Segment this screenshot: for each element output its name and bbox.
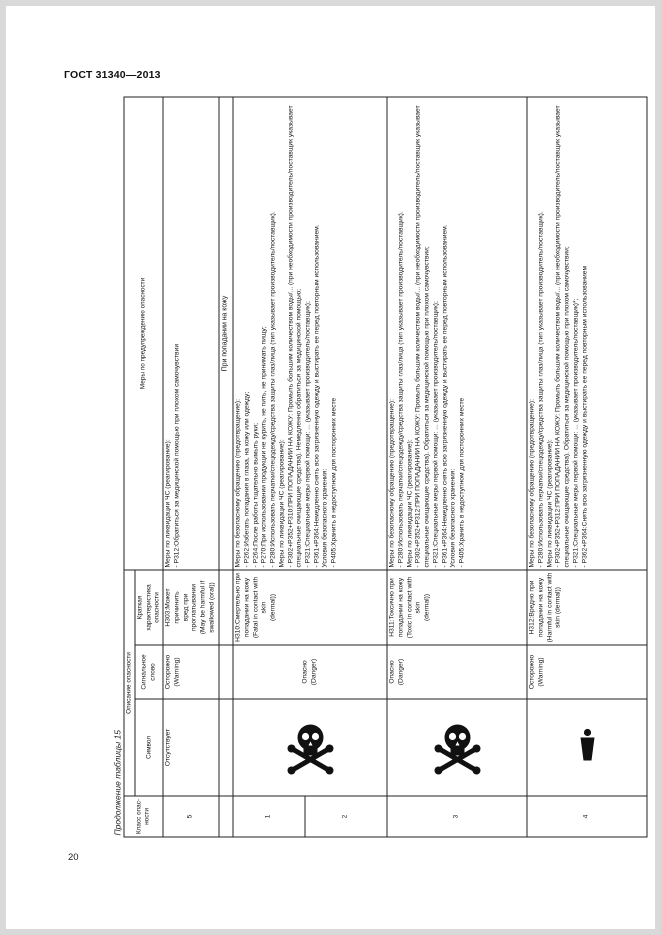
page bbox=[6, 6, 655, 929]
empty-cell bbox=[219, 569, 233, 644]
rotated-table-area bbox=[112, 97, 605, 837]
hazard-statement-cell: Н303:Может причинить вред при проглатывании (May be harmful if swallowed (oral)) bbox=[163, 569, 219, 644]
empty-cell bbox=[219, 699, 233, 796]
signal-word-cell: Опасно (Danger) bbox=[233, 645, 387, 699]
exclamation-mark-icon bbox=[572, 727, 602, 767]
skull-crossbones-icon bbox=[283, 718, 337, 776]
hazard-statement-cell: Н311:Токсично при попадании на кожу (Toxic in contact with skin (dermal)) bbox=[387, 569, 527, 644]
hazard-table bbox=[123, 96, 647, 837]
col-hazard-description: Описание опасности bbox=[124, 569, 135, 795]
class-cell: 4 bbox=[527, 796, 647, 837]
table-row-class-5 bbox=[163, 96, 219, 836]
signal-word-cell: Осторожно (Warning) bbox=[527, 645, 647, 699]
class-cell: 1 bbox=[233, 796, 305, 837]
signal-word-cell: Опасно (Danger) bbox=[387, 645, 527, 699]
table-caption: Продолжение таблицы 15 bbox=[112, 729, 122, 835]
table-row-class-1 bbox=[233, 96, 305, 836]
skull-crossbones-icon bbox=[430, 718, 484, 776]
class-cell: 5 bbox=[163, 796, 219, 837]
hazard-statement-cell: Н312:Вредно при попадании на кожу (Harmful in contact with skin (dermal)) bbox=[527, 569, 647, 644]
hazard-statement-cell: Н310:Смертельно при попадании на кожу (Fatal in contact with skin (dermal)) bbox=[233, 569, 387, 644]
skull-crossbones-icon bbox=[387, 699, 527, 796]
signal-word-cell: Осторожно (Warning) bbox=[163, 645, 219, 699]
col-hazard-statement: Краткая характеристика опасности bbox=[135, 569, 163, 644]
class-cell: 2 bbox=[305, 796, 387, 837]
subheading-row bbox=[219, 96, 233, 836]
precautions-cell: Меры по безопасному обращению (предотвращение): - Р280:Использовать перчатки/спецодежду/средства защиты глаз/лица (тип указывает производитель/поставщик). Меры по ликвидации ЧС (реагирование): - Р302+Р352+Р312:ПРИ ПОПАДАНИИ НА КОЖУ: Промыть большим количеством воды/... (при необходимости производитель/поставщик указывает специальные очищающие средства). Обратиться за медицинской помощью при плохом самочувствии; - Р321:Специальные меры первой помощи: ... (указывает производитель/поставщик); - Р361+Р364:Немедленно снять всю загрязненную одежду и выстирать ее перед повторным использованием. Условия безопасного хранения: - Р405:Хранить в недоступном для посторонних месте bbox=[387, 96, 527, 569]
col-class: Класс опасности bbox=[124, 796, 163, 837]
table-row-class-4 bbox=[527, 96, 647, 836]
col-signal-word: Сигнальное слово bbox=[135, 645, 163, 699]
oral-subheading: При попадании на кожу bbox=[219, 96, 233, 569]
header-row-1 bbox=[124, 96, 135, 836]
class-cell: 3 bbox=[387, 796, 527, 837]
exclamation-mark-icon bbox=[527, 699, 647, 796]
precautions-cell: Меры по ликвидации ЧС (реагирование): - Р312:Обратиться за медицинской помощью при плохом самочувствии bbox=[163, 96, 219, 569]
empty-cell bbox=[219, 796, 233, 837]
skull-crossbones-icon bbox=[233, 699, 387, 796]
empty-cell bbox=[219, 645, 233, 699]
col-symbol: Символ bbox=[135, 699, 163, 796]
page-number: 20 bbox=[68, 852, 79, 863]
precautions-cell: Меры по безопасному обращению (предотвращение): - Р280:Использовать перчатки/спецодежду/средства защиты глаз/лица (тип указывает производитель/поставщик). Меры по ликвидации ЧС (реагирование): - Р302+Р352+Р312:ПРИ ПОПАДАНИИ НА КОЖУ: Промыть большим количеством воды/... (при необходимости производитель/поставщик указывает специальные очищающие средства). Обратиться за медицинской помощью при плохом самочувствии; - Р321:Специальные меры первой помощи: ... (указывает производитель/поставщик)*; - Р362+Р364:Снять всю загрязненную одежду и выстирать ее перед повторным использованием bbox=[527, 96, 647, 569]
col-precautions: Меры по предупреждению опасности bbox=[124, 96, 163, 569]
symbol-cell: Отсутствует bbox=[163, 699, 219, 796]
standard-header: ГОСТ 31340—2013 bbox=[64, 69, 161, 81]
table-row-class-3 bbox=[387, 96, 527, 836]
precautions-cell: Меры по безопасному обращению (предотвращение): - Р262:Избегать попадания в глаза, на кожу или одежду; - Р264:После работы тщательно вымыть руки; - Р270:При использовании продукции не курить, не пить, не принимать пищу; - Р280:Использовать перчатки/спецодежду/средства защиты глаз/лица (тип указывает производитель/поставщик). Меры по ликвидации ЧС (реагирование): - Р302+Р352+Р310:ПРИ ПОПАДАНИИ НА КОЖУ: Промыть большим количеством воды/... (при необходимости производитель/поставщик указывает специальные очищающие средства). Немедленно обратиться за медицинской помощью; - Р321:Специальные меры первой помощи: ... (указывает производитель/поставщик); - Р361+Р364:Немедленно снять всю загрязненную одежду и выстирать ее перед повторным использованием. Условия безопасного хранения: - Р405:Хранить в недоступном для посторонних месте bbox=[233, 96, 387, 569]
